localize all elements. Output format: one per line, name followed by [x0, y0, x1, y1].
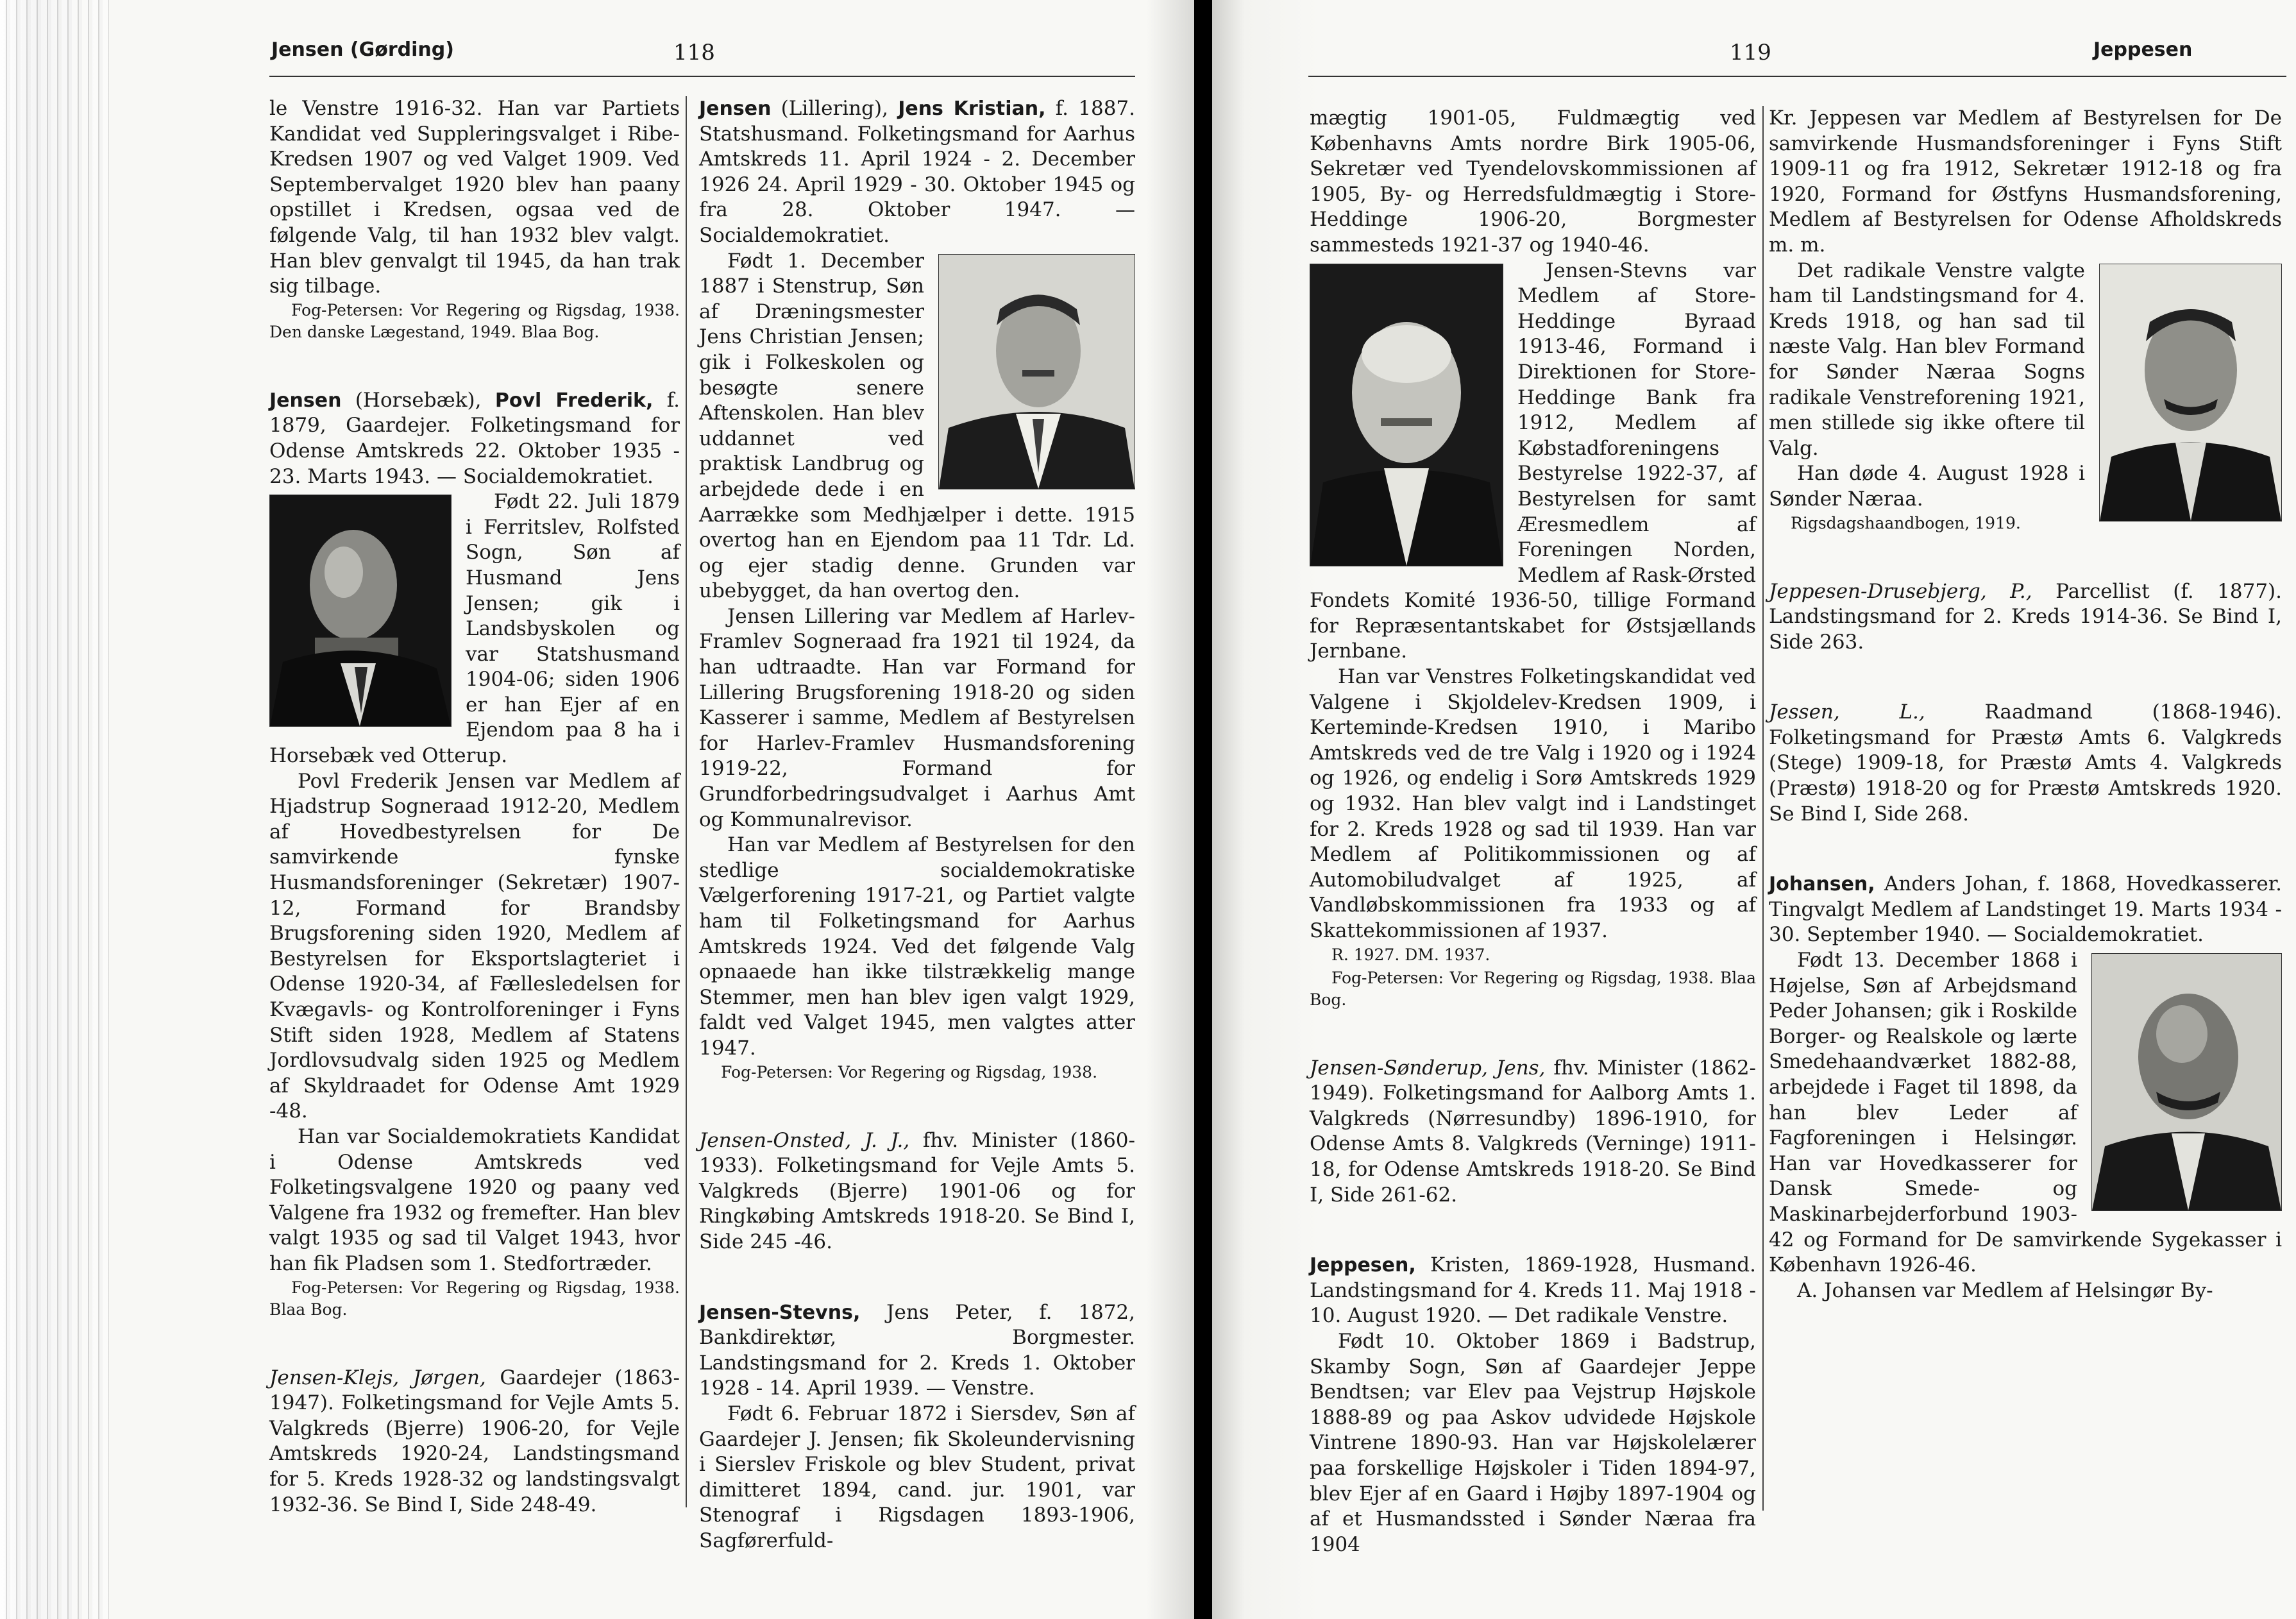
- running-head-left: Jensen (Gørding): [271, 38, 454, 61]
- header-rule: [1308, 76, 2286, 77]
- portrait-photo: [2091, 953, 2282, 1211]
- column-right-1: [1310, 106, 1756, 1557]
- entry-heading: Jeppesen, Kristen, 1869-1928, Husmand. Landstingsmand for 4. Kreds 11. Maj 1918 - 10. August 1920. — Det radikale Venstre.: [1310, 1253, 1756, 1328]
- entry-heading: Jensen (Lillering), Jens Kristian, f. 1887. Statshusmand. Folketingsmand for Aarhus Amtskreds 11. April 1924 - 2. December 1926 24. April 1929 - 30. Oktober 1945 og fra 28. Oktober 1947. — Socialdemokratiet.: [699, 97, 1135, 247]
- continuation-text: le Venstre 1916-32. Han var Partiets Kandidat ved Suppleringsvalget i Ribe-Kredsen 1907 og ved Valget 1909. Ved Septembervalget 1920 blev han paany opstillet i Kredsen, ogsaa ved de følgende Valg, til han 1932 blev valgt. Han blev genvalgt til 1945, da han trak sig tilbage.: [269, 97, 680, 298]
- source-citation: Rigsdagshaandbogen, 1919.: [1791, 513, 2021, 532]
- entry-crossref: Jensen-Klejs, Jørgen, Gaardejer (1863-1947). Folketingsmand for Vejle Amts 5. Valgkreds (Bjerre) 1906-20, for Vejle Amtskreds 1920-24, Landstingsmand for 5. Kreds 1928-32 og landstingsvalgt 1932-36. Se Bind I, Side 248-49.: [269, 1366, 680, 1516]
- column-right-2: [1769, 106, 2282, 1303]
- column-left-2: [699, 96, 1135, 1554]
- page-edge-stack: [0, 0, 109, 1619]
- page-number-right: 119: [1730, 40, 1771, 65]
- paragraph: Født 22. Juli 1879 i Ferritslev, Rolfsted Sogn, Søn af Husmand Jens Jensen; gik i Landsbyskolen og var Statshusmand 1904-06; siden 1906 er han Ejer af en Ejendom paa 8 ha i Horsebæk ved Otterup.: [269, 490, 680, 768]
- paragraph: Det radikale Venstre valgte ham til Landstingsmand for 4. Kreds 1918, og han sad til næste Valg. Han blev Formand for Sønder Næraa Sogns radikale Venstreforening 1921, men stillede sig ikke oftere til Valg.: [1769, 259, 2085, 460]
- entry-crossref: Jensen-Sønderup, Jens, fhv. Minister (1862-1949). Folketingsmand for Aalborg Amts 1. Valgkreds (Nørresundby) 1896-1910, for Odense Amts 8. Valgkreds (Verninge) 1911-18, for Odense Amtskreds 1918-20. Se Bind I, Side 261-62.: [1310, 1056, 1757, 1207]
- paragraph: Jensen-Stevns var Medlem af Store-Heddinge Byraad 1913-46, Formand i Direktionen for Store-Heddinge Bank fra 1912, Medlem af Købstadforeningens Bestyrelse 1922-37, af Bestyrelsen for samt Æresmedlem af Foreningen Norden, Medlem af Rask-Ørsted Fondets Komité 1936-50, tillige Formand for Repræsentantskabet for Østsjællands Jernbane.: [1310, 259, 1756, 663]
- column-left-1: [269, 96, 680, 1518]
- paragraph: Født 13. December 1868 i Højelse, Søn af Arbejdsmand Peder Johansen; gik i Roskilde Borger- og Realskole og lærte Smedehaandværket 1882-88, arbejdede i Faget til 1898, da han blev Leder af Fagforeningen i Helsingør. Han var Hovedkasserer for Dansk Smede- og Maskinarbejderforbund 1903-42 og Formand for De samvirkende Sygekasser i København 1926-46.: [1769, 949, 2282, 1277]
- continuation-text: mægtig 1901-05, Fuldmægtig ved Københavns Amts nordre Birk 1905-06, Sekretær ved Tyendelovskommissionen af 1905, By- og Herredsfuldmægtig i Store-Heddinge 1906-20, Borgmester sammesteds 1921-37 og 1940-46.: [1310, 106, 1756, 257]
- portrait-photo: [938, 254, 1135, 489]
- portrait-jens-peter-jensen-stevns: [1310, 264, 1503, 566]
- header-rule: [269, 76, 1135, 77]
- portrait-kristen-jeppesen: [2100, 264, 2281, 521]
- entry-crossref: Jeppesen-Drusebjerg, P., Parcellist (f. 1877). Landstingsmand for 2. Kreds 1914-36. Se Bind I, Side 263.: [1769, 579, 2282, 654]
- paragraph: Født 6. Februar 1872 i Siersdev, Søn af Gaardejer J. Jensen; fik Skoleundervisning i Sierslev Friskole og blev Student, privat dimitteret 1894, cand. jur. 1901, var Stenograf i Rigsdagen 1893-1906, Sagførerfuld-: [699, 1402, 1135, 1552]
- paragraph: Han var Socialdemokratiets Kandidat i Odense Amtskreds ved Folketingsvalgene 1920 og paany ved Valgene fra 1932 og fremefter. Han blev valgt 1935 og sad til Valget 1943, hvor han fik Pladsen som 1. Stedfortræder.: [269, 1124, 680, 1275]
- paragraph: Jensen Lillering var Medlem af Harlev-Framlev Sogneraad fra 1921 til 1924, da han udtraadte. Han var Formand for Lillering Brugsforening 1918-20 og siden Kasserer i samme, Medlem af Bestyrelsen for Harlev-Framlev Husmandsforening 1919-22, Formand for Grundforbedringsudvalget i Aarhus Amt og Kommunalrevisor.: [699, 604, 1135, 831]
- portrait-photo: [269, 495, 452, 727]
- source-citation: Fog-Petersen: Vor Regering og Rigsdag, 1938. Den danske Lægestand, 1949. Blaa Bog.: [269, 300, 680, 341]
- source-citation: Fog-Petersen: Vor Regering og Rigsdag, 1938.: [721, 1062, 1098, 1081]
- source-citation: Fog-Petersen: Vor Regering og Rigsdag, 1938. Blaa Bog.: [269, 1278, 680, 1319]
- column-divider: [686, 96, 687, 1507]
- portrait-jens-kristian-jensen: [939, 255, 1135, 489]
- portrait-povl-frederik-jensen: [270, 495, 451, 726]
- source-citation: R. 1927. DM. 1937.: [1331, 945, 1490, 964]
- portrait-photo: [1310, 264, 1503, 566]
- paragraph: Født 10. Oktober 1869 i Badstrup, Skamby Sogn, Søn af Gaardejer Jeppe Bendtsen; var Elev paa Vejstrup Højskole 1888-89 og paa Askov udvidede Højskole Vintrene 1890-93. Han var Højskolelærer paa forskellige Højskoler i Tiden 1894-97, blev Ejer af en Gaard i Højby 1897-1904 og af et Husmandssted i Sønder Næraa fra 1904: [1310, 1329, 1756, 1556]
- entry-heading: Jensen-Stevns, Jens Peter, f. 1872, Bankdirektør, Borgmester. Landstingsmand for 2. Kreds 1. Oktober 1928 - 14. April 1939. — Venstre.: [699, 1300, 1135, 1400]
- page-number-left: 118: [673, 40, 715, 65]
- running-head-right: Jeppesen: [2093, 38, 2193, 61]
- paragraph: A. Johansen var Medlem af Helsingør By-: [1797, 1278, 2213, 1302]
- entry-heading: Johansen, Anders Johan, f. 1868, Hovedkasserer. Tingvalgt Medlem af Landstinget 19. Marts 1934 - 30. September 1940. — Socialdemokratiet.: [1769, 872, 2282, 947]
- portrait-photo: [2099, 264, 2282, 521]
- entry-crossref: Jessen, L., Raadmand (1868-1946). Folketingsmand for Præstø Amts 6. Valgkreds (Stege) 1909-18, for Præstø Amts 4. Valgkreds (Præstø) 1918-20 og for Præstø Amtskreds 1920. Se Bind I, Side 268.: [1769, 700, 2282, 826]
- paragraph: Han døde 4. August 1928 i Sønder Næraa.: [1769, 462, 2085, 511]
- paragraph: Povl Frederik Jensen var Medlem af Hjadstrup Sogneraad 1912-20, Medlem af Hovedbestyrelsen for De samvirkende fynske Husmandsforeninger (Sekretær) 1907-12, Formand for Brandsby Brugsforening siden 1920, Medlem af Bestyrelsen for Eksportslagteriet i Odense 1920-34, af Fællesledelsen for Kvægavls- og Kontrolforeninger i Fyns Stift siden 1928, Medlem af Statens Jordlovsudvalg siden 1925 og Medlem af Skyldraadet for Odense Amt 1929 -48.: [269, 769, 680, 1123]
- source-citation: Fog-Petersen: Vor Regering og Rigsdag, 1938. Blaa Bog.: [1310, 968, 1756, 1009]
- book-gutter: [1194, 0, 1212, 1619]
- continuation-text: Kr. Jeppesen var Medlem af Bestyrelsen for De samvirkende Husmandsforeninger i Fyns Stift 1909-11 og fra 1912, Sekretær 1912-18 og fra 1920, Formand for Østfyns Husmandsforening, Medlem af Bestyrelsen for Odense Afholdskreds m. m.: [1769, 106, 2282, 257]
- paragraph: Født 1. December 1887 i Stenstrup, Søn af Dræningsmester Jens Christian Jensen; gik i Folkeskolen og besøgte senere Aftenskolen. Han blev uddannet ved praktisk Landbrug og arbejdede dede i en Aarrække som Medhjælper i dette. 1915 overtog han en Ejendom paa 11 Tdr. Ld. og ejer stadig denne. Grunden var ubebygget, da han overtog den.: [699, 249, 1135, 603]
- paragraph: Han var Medlem af Bestyrelsen for den stedlige socialdemokratiske Vælgerforening 1917-21, og Partiet valgte ham til Folketingsmand for Aarhus Amtskreds 1924. Ved det følgende Valg opnaaede han ikke tilstrækkelig mange Stemmer, men han blev igen valgt 1929, faldt ved Valget 1945, men valgtes atter 1947.: [699, 833, 1135, 1060]
- entry-crossref: Jensen-Onsted, J. J., fhv. Minister (1860-1933). Folketingsmand for Vejle Amts 5. Valgkreds (Bjerre) 1901-06 og for Ringkøbing Amtskreds 1918-20. Se Bind I, Side 245 -46.: [699, 1128, 1135, 1253]
- portrait-anders-johan-johansen: [2092, 954, 2281, 1210]
- entry-heading: Jensen (Horsebæk), Povl Frederik, f. 1879, Gaardejer. Folketingsmand for Odense Amtskreds 22. Oktober 1935 - 23. Marts 1943. — Socialdemokratiet.: [269, 388, 680, 488]
- paragraph: Han var Venstres Folketingskandidat ved Valgene i Skjoldelev-Kredsen 1909, i Kerteminde-Kredsen 1910, i Maribo Amtskreds ved de tre Valg i 1920 og i 1924 og 1926, og endelig i Sorø Amtskreds 1929 og 1932. Han blev valgt ind i Landstinget for 2. Kreds 1928 og sad til 1939. Han var Medlem af Politikommissionen og af Automobiludvalget af 1925, af Vandløbskommissionen fra 1933 og af Skattekommissionen af 1937.: [1310, 665, 1756, 942]
- column-divider: [1762, 106, 1764, 1511]
- right-page: [1212, 0, 2296, 1619]
